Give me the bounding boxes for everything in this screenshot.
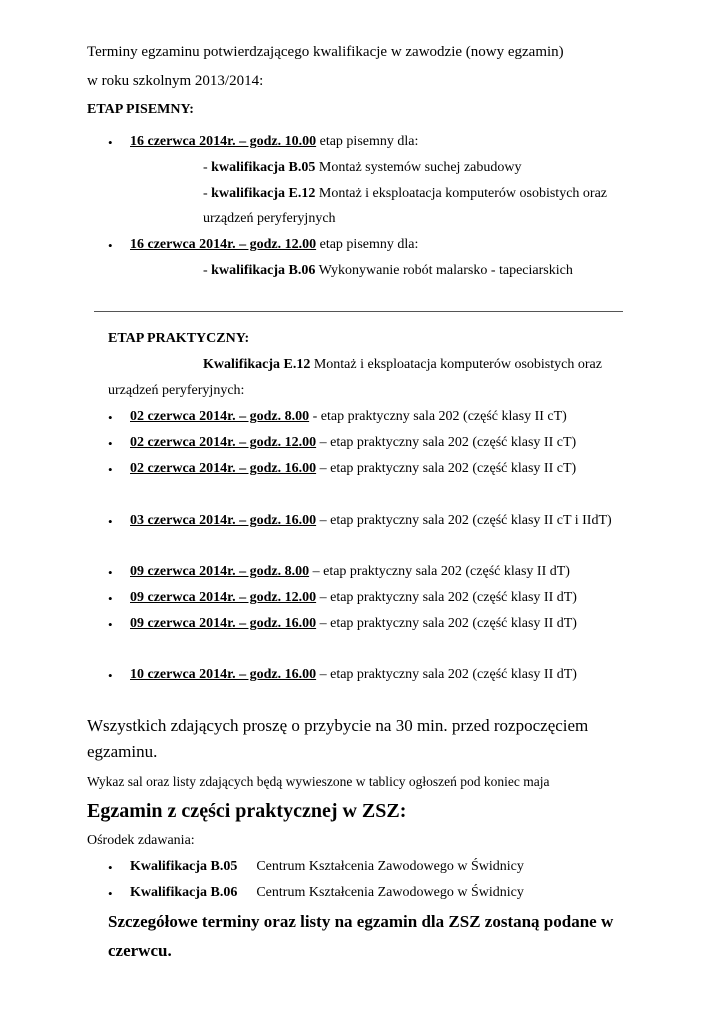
practical-item: [130, 409, 567, 425]
exam-center-name: Centrum Kształcenia Zawodowego w Świdnicy: [256, 859, 524, 874]
practical-item-date: 09 czerwca 2014r. – godz. 16.00: [130, 616, 317, 631]
zsz-item-b05: [130, 859, 524, 875]
practical-item: [130, 564, 570, 580]
bullet-icon: •: [108, 514, 113, 529]
practical-stage-heading: ETAP PRAKTYCZNY:: [108, 331, 250, 346]
qual-prefix: -: [203, 263, 212, 278]
practical-item-rest: – etap praktyczny sala 202 (część klasy II dT): [309, 564, 570, 579]
practical-item-date: 03 czerwca 2014r. – godz. 16.00: [130, 513, 317, 528]
qual-code: Kwalifikacja B.05: [130, 859, 238, 874]
practical-item: [130, 513, 612, 529]
section-divider: [94, 311, 623, 312]
written-item-2-date: 16 czerwca 2014r. – godz. 12.00: [130, 237, 317, 252]
practical-item-date: 02 czerwca 2014r. – godz. 16.00: [130, 461, 317, 476]
qual-desc: Montaż systemów suchej zabudowy: [315, 160, 522, 175]
written-stage-heading: ETAP PISEMNY:: [87, 102, 194, 117]
bullet-icon: •: [108, 462, 113, 477]
written-item-1: [130, 134, 418, 150]
bullet-icon: •: [108, 886, 113, 901]
practical-item: [130, 461, 576, 477]
bullet-icon: •: [108, 565, 113, 580]
practical-item-date: 09 czerwca 2014r. – godz. 8.00: [130, 564, 310, 579]
written-item-1-rest: etap pisemny dla:: [316, 134, 419, 149]
practical-item: [130, 616, 577, 632]
practical-item-rest: – etap praktyczny sala 202 (część klasy II dT): [316, 590, 577, 605]
written-item-2: [130, 237, 418, 253]
qual-code: kwalifikacja B.06: [211, 263, 316, 278]
qual-desc: Wykonywanie robót malarsko - tapeciarskich: [315, 263, 573, 278]
written-qual-b06: [203, 263, 573, 279]
practical-item-rest: – etap praktyczny sala 202 (część klasy II cT i IIdT): [316, 513, 612, 528]
practical-qualification-cont: urządzeń peryferyjnych:: [108, 383, 245, 398]
practical-item-rest: - etap praktyczny sala 202 (część klasy II cT): [309, 409, 567, 424]
document-title-line1: Terminy egzaminu potwierdzającego kwalifikacje w zawodzie (nowy egzamin): [87, 44, 564, 60]
qual-prefix: -: [203, 186, 212, 201]
qual-code: Kwalifikacja E.12: [203, 357, 311, 372]
practical-item-rest: – etap praktyczny sala 202 (część klasy II cT): [316, 435, 577, 450]
exam-center-name: Centrum Kształcenia Zawodowego w Świdnicy: [256, 885, 524, 900]
practical-item-date: 02 czerwca 2014r. – godz. 8.00: [130, 409, 310, 424]
written-qual-e12-cont: urządzeń peryferyjnych: [203, 211, 336, 226]
practical-item-date: 02 czerwca 2014r. – godz. 12.00: [130, 435, 317, 450]
qual-code: kwalifikacja E.12: [211, 186, 316, 201]
practical-item-date: 10 czerwca 2014r. – godz. 16.00: [130, 667, 317, 682]
bullet-icon: •: [108, 668, 113, 683]
written-item-2-rest: etap pisemny dla:: [316, 237, 419, 252]
practical-item-rest: – etap praktyczny sala 202 (część klasy II cT): [316, 461, 577, 476]
arrival-notice-line2: egzaminu.: [87, 742, 158, 761]
bullet-icon: •: [108, 135, 113, 150]
qual-prefix: -: [203, 160, 212, 175]
bullet-icon: •: [108, 617, 113, 632]
written-qual-b05: [203, 160, 521, 176]
practical-qualification: [203, 357, 602, 373]
bullet-icon: •: [108, 860, 113, 875]
qual-desc: Montaż i eksploatacja komputerów osobistych oraz: [310, 357, 602, 372]
exam-center-label: Ośrodek zdawania:: [87, 833, 195, 848]
zsz-heading: Egzamin z części praktycznej w ZSZ:: [87, 800, 407, 822]
bullet-icon: •: [108, 591, 113, 606]
rooms-list-notice: Wykaz sal oraz listy zdających będą wywieszone w tablicy ogłoszeń pod koniec maja: [87, 774, 550, 789]
practical-item-rest: – etap praktyczny sala 202 (część klasy II dT): [316, 616, 577, 631]
qual-desc: Montaż i eksploatacja komputerów osobistych oraz: [315, 186, 607, 201]
zsz-item-b06: [130, 885, 524, 901]
qual-code: Kwalifikacja B.06: [130, 885, 238, 900]
practical-item-date: 09 czerwca 2014r. – godz. 12.00: [130, 590, 317, 605]
practical-item-rest: – etap praktyczny sala 202 (część klasy II dT): [316, 667, 577, 682]
zsz-final-notice-line2: czerwcu.: [108, 941, 172, 960]
practical-item: [130, 590, 577, 606]
arrival-notice-line1: Wszystkich zdających proszę o przybycie na 30 min. przed rozpoczęciem: [87, 716, 589, 735]
qual-code: kwalifikacja B.05: [211, 160, 316, 175]
written-qual-e12: [203, 186, 607, 202]
written-item-1-date: 16 czerwca 2014r. – godz. 10.00: [130, 134, 317, 149]
practical-item: [130, 435, 576, 451]
bullet-icon: •: [108, 238, 113, 253]
document-title-line2: w roku szkolnym 2013/2014:: [87, 73, 264, 89]
bullet-icon: •: [108, 410, 113, 425]
zsz-final-notice-line1: Szczegółowe terminy oraz listy na egzamin dla ZSZ zostaną podane w: [108, 912, 614, 931]
bullet-icon: •: [108, 436, 113, 451]
practical-item: [130, 667, 577, 683]
